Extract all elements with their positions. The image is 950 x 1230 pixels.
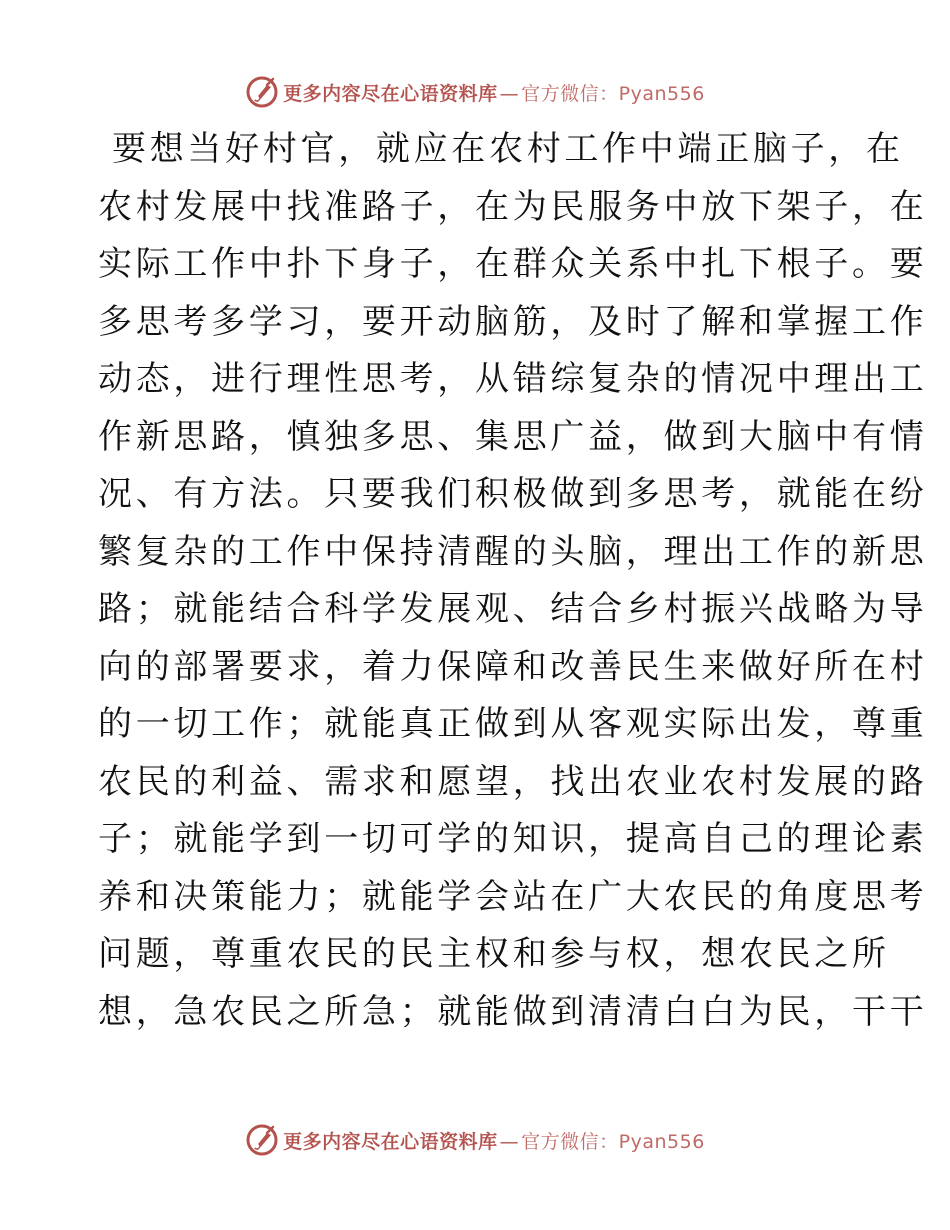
body-text-line: 问题，尊重农民的民主权和参与权，想农民之所 [98, 934, 890, 974]
footer-banner-text [283, 1127, 705, 1154]
header-banner-dash: — [499, 82, 520, 105]
body-text-line: 的一切工作；就能真正做到从客观实际出发，尊重 [98, 704, 928, 744]
body-text-line: 况、有方法。只要我们积极做到多思考，就能在纷 [98, 474, 928, 514]
body-text-line: 作新思路，慎独多思、集思广益，做到大脑中有情 [98, 416, 928, 457]
body-text-line: 养和决策能力；就能学会站在广大农民的角度思考 [98, 876, 928, 917]
footer-banner [0, 1118, 950, 1162]
body-text-line: 路；就能结合科学发展观、结合乡村振兴战略为导 [98, 589, 928, 629]
body-text-line: 农村发展中找准路子，在为民服务中放下架子，在 [98, 186, 928, 227]
body-text-line: 繁复杂的工作中保持清醒的头脑，理出工作的新思 [98, 531, 928, 572]
body-text-line: 动态，进行理性思考，从错综复杂的情况中理出工 [98, 359, 928, 399]
footer-banner-dash: — [499, 1130, 520, 1153]
body-text-line: 实际工作中扑下身子，在群众关系中扎下根子。要 [98, 244, 928, 284]
quill-pen-logo-icon [245, 1123, 279, 1157]
quill-pen-logo-icon [245, 75, 279, 109]
body-text-line: 多思考多学习，要开动脑筋，及时了解和掌握工作 [98, 301, 928, 342]
body-text-line: 想，急农民之所急；就能做到清清白白为民，干干 [98, 991, 928, 1032]
body-text-line: 农民的利益、需求和愿望，找出农业农村发展的路 [98, 761, 928, 802]
body-text-line: 要想当好村官，就应在农村工作中端正脑子，在 [112, 129, 904, 169]
header-banner-sub: 官方微信：Pyan556 [521, 82, 705, 105]
footer-banner-main: 更多内容尽在心语资料库 [283, 1130, 498, 1153]
header-banner [0, 70, 950, 114]
footer-banner-sub: 官方微信：Pyan556 [521, 1130, 705, 1153]
body-text-line: 向的部署要求，着力保障和改善民生来做好所在村 [98, 646, 928, 687]
header-banner-text [283, 79, 705, 106]
header-banner-main: 更多内容尽在心语资料库 [283, 82, 498, 105]
document-body [98, 121, 928, 1041]
body-text-line: 子；就能学到一切可学的知识，提高自己的理论素 [98, 819, 928, 859]
